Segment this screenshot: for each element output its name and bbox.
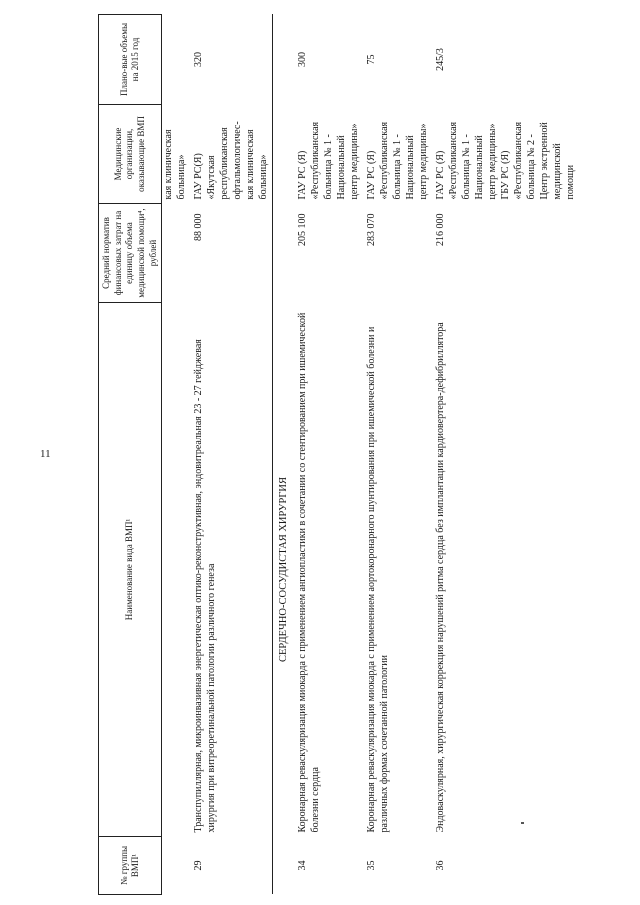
header-cost-norm: Средний норматив финансовых затрат на единицу объема медицинской помощи⁴, рублей — [99, 204, 162, 303]
section-row — [273, 15, 294, 895]
page-number: 11 — [40, 448, 51, 460]
table-row — [363, 15, 432, 895]
rotated-table-container — [98, 15, 640, 895]
row-vmp-name: Коронарная реваскуляризация миокарда с применением ангиопластики в сочетании со стентированием при ишемической болезни сердца — [297, 312, 322, 833]
row-group-number: 36 — [435, 860, 447, 871]
table-row — [190, 15, 273, 895]
row-planned-volume: 245/3 — [435, 48, 447, 71]
row-cost-norm: 205 100 — [297, 213, 309, 246]
row-planned-volume: 300 — [297, 52, 309, 67]
header-group-number: № группы ВМП¹ — [99, 837, 162, 895]
section-title: СЕРДЕЧНО-СОСУДИСТАЯ ХИРУРГИЯ — [278, 477, 290, 663]
vmp-table — [98, 14, 579, 895]
stray-mark — [521, 822, 524, 824]
row-cost-norm: 88 000 — [190, 204, 273, 303]
row-vmp-name: Транспупиллярная, микроинвазивная энергетическая оптико-реконструктивная, эндовитреальная 23 - 27 гейджевая хирургия при витреоретинальной патологии различного генеза — [190, 303, 273, 837]
row-group-number: 34 — [297, 860, 309, 871]
row-cost-norm: 283 070 — [366, 213, 378, 246]
table-row — [432, 15, 579, 895]
row-medical-organization: ГАУ РС (Я) «Республиканская больница № 1 - Национальный центр медицины» ГБУ РС (Я) «Республиканская больница № 2 - Центр экстренной медицинской помощи — [435, 121, 577, 200]
header-medical-organizations: Медицинские организации, оказывающие ВМП — [99, 105, 162, 204]
row-medical-organization: ГАУ РС (Я) «Республиканская больница № 1 - Национальный центр медицины» — [297, 121, 361, 200]
continuation-org-text: кая клиническая больница» — [163, 129, 188, 200]
row-vmp-name: Коронарная реваскуляризация миокарда с применением аортокоронарного шунтирования при ишемической болезни и различных формах сочетанной патологии — [366, 326, 391, 833]
row-vmp-name: Эндоваскулярная, хирургическая коррекция нарушений ритма сердца без имплантации кардиовертера-дефибриллятора — [435, 322, 447, 833]
header-planned-volume: Плано-вые объемы на 2015 год — [99, 15, 162, 105]
table-header — [99, 15, 162, 895]
header-vmp-name: Наименование вида ВМП¹ — [99, 303, 162, 837]
row-planned-volume: 320 — [190, 15, 273, 105]
row-planned-volume: 75 — [366, 54, 378, 65]
row-group-number: 35 — [366, 860, 378, 871]
row-group-number: 29 — [190, 837, 273, 895]
row-medical-organization: ГАУ РС (Я) «Республиканская больница № 1 - Национальный центр медицины» — [366, 121, 430, 200]
row-medical-organization: ГАУ РС(Я) «Якутская республиканская офтальмологичес-кая клиническая больница» — [190, 105, 273, 204]
continuation-row — [162, 15, 191, 895]
row-cost-norm: 216 000 — [435, 213, 447, 246]
table-row — [294, 15, 363, 895]
